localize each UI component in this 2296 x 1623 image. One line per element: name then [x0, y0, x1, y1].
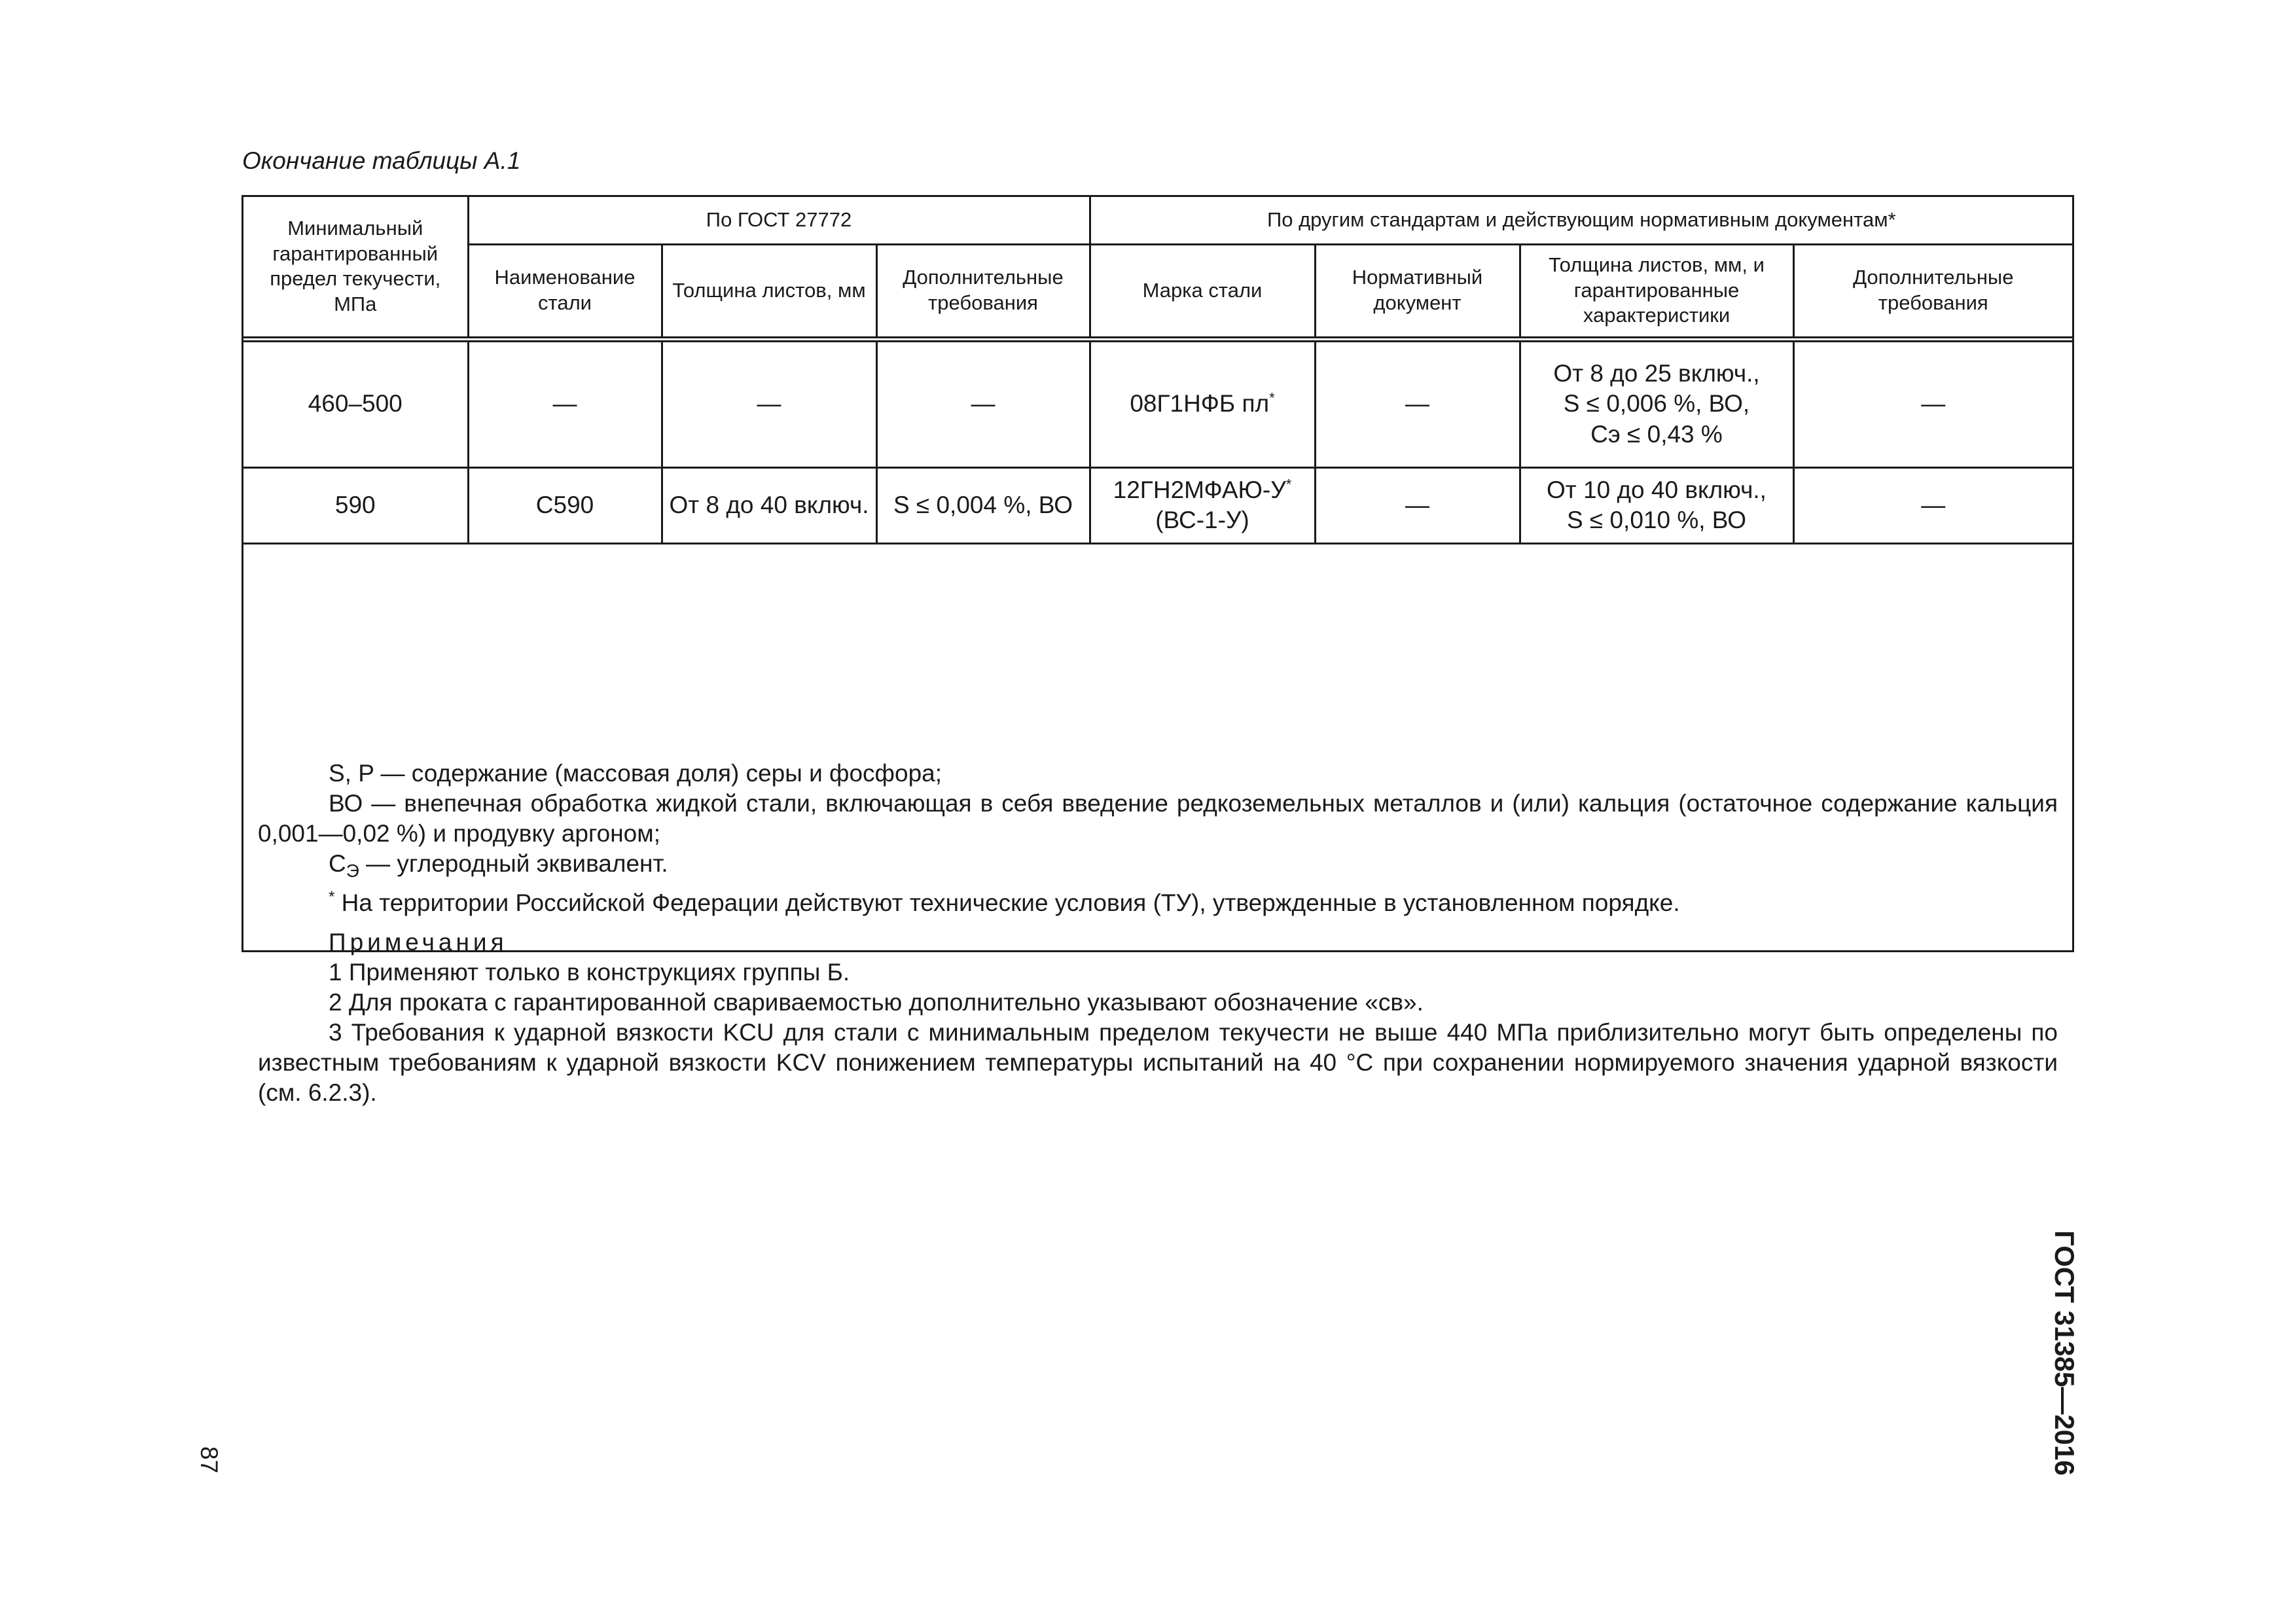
- cell-characteristics: [1520, 339, 1793, 467]
- cell-extra: S ≤ 0,004 %, ВО: [876, 467, 1090, 543]
- header-steel-grade: Марка стали: [1090, 244, 1315, 339]
- note-1: 1 Применяют только в конструкциях группы Б.: [329, 959, 850, 986]
- table-caption: Окончание таблицы А.1: [242, 147, 521, 174]
- steel-table: [243, 197, 2072, 544]
- table-frame: [242, 195, 2074, 1106]
- note-vo: ВО — внепечная обработка жидкой стали, включающая в себя введение редкоземельных металлов и (или) кальция (остаточное содержание кальция 0,001—0,02 %) и продувку аргоном;: [258, 790, 2058, 847]
- cell-extra-2: —: [1793, 467, 2072, 543]
- page-number: 87: [196, 1446, 223, 1474]
- table-row: [243, 339, 2072, 467]
- note-sp: S, P — содержание (массовая доля) серы и фосфора;: [329, 760, 942, 787]
- note-ce: [258, 849, 2058, 879]
- cell-steel-name: С590: [468, 467, 662, 543]
- cell-thickness: —: [662, 339, 876, 467]
- char-line: Сэ ≤ 0,43 %: [1590, 420, 1723, 448]
- table-notes: [258, 758, 2058, 1108]
- grade-text: 12ГН2МФАЮ-У: [1113, 476, 1286, 503]
- cell-steel-name: —: [468, 339, 662, 467]
- header-thickness-characteristics: Толщина листов, мм, и гарантированные характеристики: [1520, 244, 1793, 339]
- char-line: От 10 до 40 включ.,: [1547, 476, 1767, 503]
- header-other-standards: По другим стандартам и действующим нормативным документам*: [1090, 197, 2072, 244]
- standard-designation: ГОСТ 31385—2016: [2049, 1230, 2080, 1476]
- footnote-text: На территории Российской Федерации действуют технические условия (ТУ), утвержденные в установленном порядке.: [334, 889, 1680, 916]
- grade-footnote-mark: *: [1269, 390, 1275, 407]
- footnote: [258, 888, 2058, 918]
- header-min-yield: Минимальный гарантированный предел текучести, МПа: [243, 197, 468, 339]
- note-2: 2 Для проката с гарантированной свариваемостью дополнительно указывают обозначение «св».: [329, 989, 1424, 1016]
- ce-definition: — углеродный эквивалент.: [359, 850, 668, 877]
- header-additional-requirements-2: Дополнительные требования: [1793, 244, 2072, 339]
- cell-extra: —: [876, 339, 1090, 467]
- header-additional-requirements: Дополнительные требования: [876, 244, 1090, 339]
- char-line: От 8 до 25 включ.,: [1553, 360, 1760, 387]
- header-steel-name: Наименование стали: [468, 244, 662, 339]
- cell-steel-grade: [1090, 467, 1315, 543]
- footnote-mark: *: [329, 888, 335, 906]
- cell-document: —: [1315, 467, 1520, 543]
- grade-footnote-mark: *: [1285, 476, 1292, 493]
- ce-symbol: С: [329, 850, 346, 877]
- ce-subscript: Э: [346, 861, 359, 881]
- cell-document: —: [1315, 339, 1520, 467]
- cell-yield: 460–500: [243, 339, 468, 467]
- char-line: S ≤ 0,006 %, ВО,: [1563, 390, 1750, 418]
- note-3: 3 Требования к ударной вязкости KCU для стали с минимальным пределом текучести не выше 440 МПа приблизительно могут быть определены по известным требованиям к ударной вязкости KCV понижением температуры испытаний на 40 °С при сохранении нормируемого значения ударной вязкости (см. 6.2.3).: [258, 1019, 2058, 1106]
- cell-thickness: От 8 до 40 включ.: [662, 467, 876, 543]
- notes-title: Примечания: [329, 929, 508, 955]
- grade-alias: (ВС-1-У): [1155, 507, 1249, 533]
- grade-text: 08Г1НФБ пл: [1130, 390, 1270, 418]
- header-sheet-thickness: Толщина листов, мм: [662, 244, 876, 339]
- cell-steel-grade: [1090, 339, 1315, 467]
- cell-yield: 590: [243, 467, 468, 543]
- cell-extra-2: —: [1793, 339, 2072, 467]
- char-line: S ≤ 0,010 %, ВО: [1566, 507, 1747, 533]
- cell-characteristics: [1520, 467, 1793, 543]
- header-gost-27772: По ГОСТ 27772: [468, 197, 1090, 244]
- header-normative-document: Нормативный документ: [1315, 244, 1520, 339]
- table-row: [243, 467, 2072, 543]
